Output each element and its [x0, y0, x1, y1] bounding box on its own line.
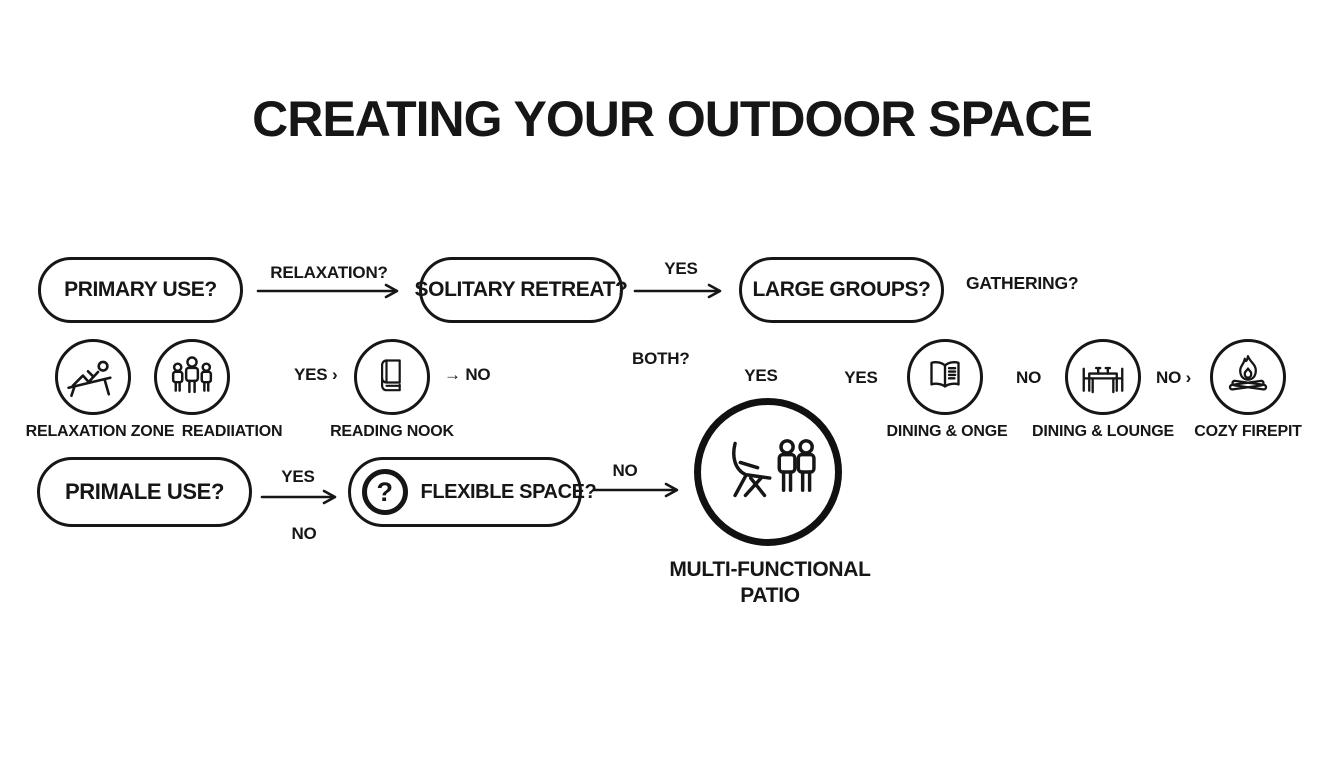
- edge-label-yes-right: YES: [844, 368, 878, 387]
- arrow-right-icon: [260, 488, 344, 506]
- campfire-icon: [1222, 352, 1274, 402]
- edge-label-no-row3: NO: [612, 461, 638, 480]
- node-primary-use: [38, 257, 243, 323]
- open-book-icon: [918, 355, 972, 399]
- node-primale-use: [37, 457, 252, 527]
- flexible-space-content: [341, 469, 597, 515]
- label-multi-functional-patio: [655, 557, 885, 609]
- node-multi-functional-patio: [694, 398, 842, 546]
- node-primary-use-label: PRIMARY USE?: [64, 278, 217, 301]
- edge-label-yes-left: YES: [744, 366, 778, 385]
- node-dining-onge: [907, 339, 983, 415]
- arrow-right-icon: [256, 282, 404, 300]
- node-flexible-space-label: FLEXIBLE SPACE?: [420, 480, 597, 503]
- node-reading-nook: [354, 339, 430, 415]
- edge-label-yes-row3: YES: [281, 467, 315, 486]
- node-dining-lounge: [1065, 339, 1141, 415]
- page-title: CREATING YOUR OUTDOOR SPACE: [252, 91, 1092, 147]
- node-recreation: [154, 339, 230, 415]
- label-multi-functional-line2: PATIO: [740, 584, 800, 607]
- label-dining-onge: DINING & ONGE: [886, 423, 1008, 440]
- lounge-chair-icon: [64, 354, 122, 400]
- edge-label-gathering: GATHERING?: [966, 273, 1079, 293]
- edge-label-relaxation: RELAXATION?: [270, 263, 388, 282]
- edge-label-both: BOTH?: [632, 349, 690, 368]
- node-solitary-retreat-label: SOLITARY RETREAT?: [414, 278, 628, 301]
- arrow-right-icon: [633, 282, 729, 300]
- edge-label-no-chevron: NO ›: [1156, 368, 1192, 387]
- node-large-groups-label: LARGE GROUPS?: [752, 278, 931, 301]
- node-cozy-firepit: [1210, 339, 1286, 415]
- node-relaxation-zone: [55, 339, 131, 415]
- node-primale-use-label: PRIMALE USE?: [65, 479, 224, 504]
- label-dining-lounge: DINING & LOUNGE: [1032, 423, 1174, 440]
- book-icon: [370, 352, 414, 402]
- edge-label-no-below: NO: [291, 524, 317, 543]
- chair-and-people-icon: [716, 433, 820, 511]
- edge-label-yes-chevron: YES ›: [294, 365, 338, 384]
- question-mark-icon: [362, 469, 408, 515]
- edge-label-yes-row1: YES: [664, 259, 698, 278]
- arrow-right-icon: [592, 481, 686, 499]
- edge-label-no-mid: NO: [1016, 368, 1042, 387]
- label-relaxation-zone: RELAXATION ZONE: [25, 423, 175, 440]
- label-recreation: READIIATION: [181, 423, 283, 440]
- node-flexible-space: [348, 457, 597, 527]
- people-group-icon: [166, 354, 218, 400]
- question-glyph: ?: [376, 476, 393, 507]
- label-cozy-firepit: COZY FIREPIT: [1194, 423, 1302, 440]
- node-solitary-retreat: [414, 257, 628, 323]
- dining-table-icon: [1075, 355, 1131, 399]
- label-multi-functional-line1: MULTI-FUNCTIONAL: [669, 558, 871, 581]
- node-large-groups: [739, 257, 944, 323]
- label-reading-nook: READING NOOK: [330, 423, 454, 440]
- edge-label-arrow-no: → NO: [444, 365, 491, 384]
